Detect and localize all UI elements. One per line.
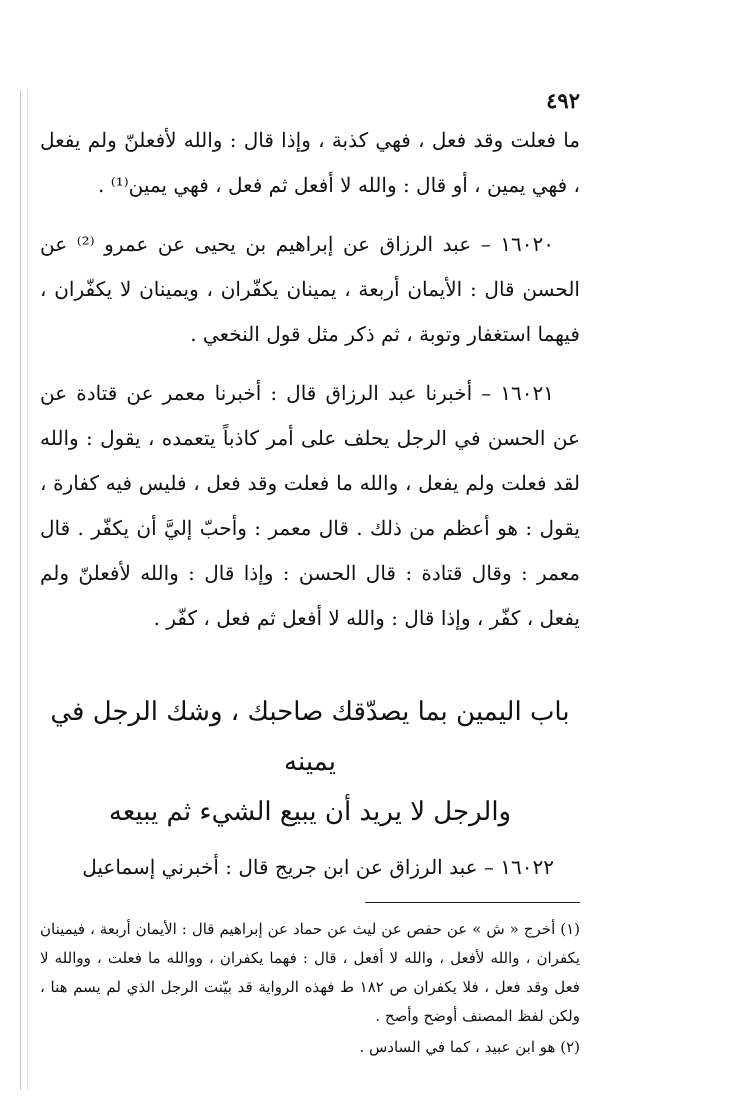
paragraph-continuation: ما فعلت وقد فعل ، فهي كذبة ، وإذا قال : والله لأفعلنّ ولم يفعل ، فهي يمين ، أو قال : والله لا أفعل ثم فعل ، فهي يمين⁽¹⁾ . [40,128,580,197]
paragraph-gap [40,208,580,222]
chapter-heading [40,687,580,837]
hadith-16020: ١٦٠٢٠ – عبد الرزاق عن إبراهيم بن يحيى عن عمرو ⁽²⁾ عن الحسن قال : الأيمان أربعة ، يمينان يكفّران ، ويمينان لا يكفّران ، فيهما استغفار وتوبة ، ثم ذكر مثل قول النخعي . [40,232,580,346]
footnote-divider [365,902,580,903]
footnote-1: (١) أخرج « ش » عن حفص عن ليث عن حماد عن إبراهيم قال : الأيمان أربعة ، فيمينان يكفران ، والله لأفعل ، والله لا أفعل ، قال : فهما يكفران ، ووالله ما فعلت ، ووالله لا فعل وقد فعل ، فلا يكفران ص ١٨٢ ط فهذه الرواية قد بيّنت الرجل الذي لم يسم هنا ، ولكن لفظ المصنف أوضح وأصح . [40,920,580,1025]
hadith-16021: ١٦٠٢١ – أخبرنا عبد الرزاق قال : أخبرنا معمر عن قتادة عن عن الحسن في الرجل يحلف على أمر كاذباً يتعمده ، يقول : والله لقد فعلت ولم يفعل ، والله ما فعلت وقد فعل ، فليس فيه كفارة ، يقول : هو أعظم من ذلك . قال معمر : وأحبّ إليَّ أن يكفّر . قال معمر : وقال قتادة : قال الحسن : وإذا قال : والله لأفعلنّ ولم يفعل ، كفّر ، وإذا قال : والله لا أفعل ثم فعل ، كفّر . [40,381,580,630]
left-margin-line-inner [27,90,28,1090]
left-margin-line [20,90,21,1090]
chapter-title-line-1: باب اليمين بما يصدّقك صاحبك ، وشك الرجل في يمينه [50,697,570,777]
hadith-16022: ١٦٠٢٢ – عبد الرزاق عن ابن جريج قال : أخبرني إسماعيل [82,855,554,879]
footnote-2: (٢) هو ابن عبيد ، كما في السادس . [359,1038,580,1056]
footnotes [40,915,580,1062]
paragraph-gap [40,357,580,371]
chapter-title-line-2: والرجل لا يريد أن يبيع الشيء ثم يبيعه [108,797,512,827]
page-number: ٤٩٢ [546,88,580,113]
book-page [40,88,580,1062]
